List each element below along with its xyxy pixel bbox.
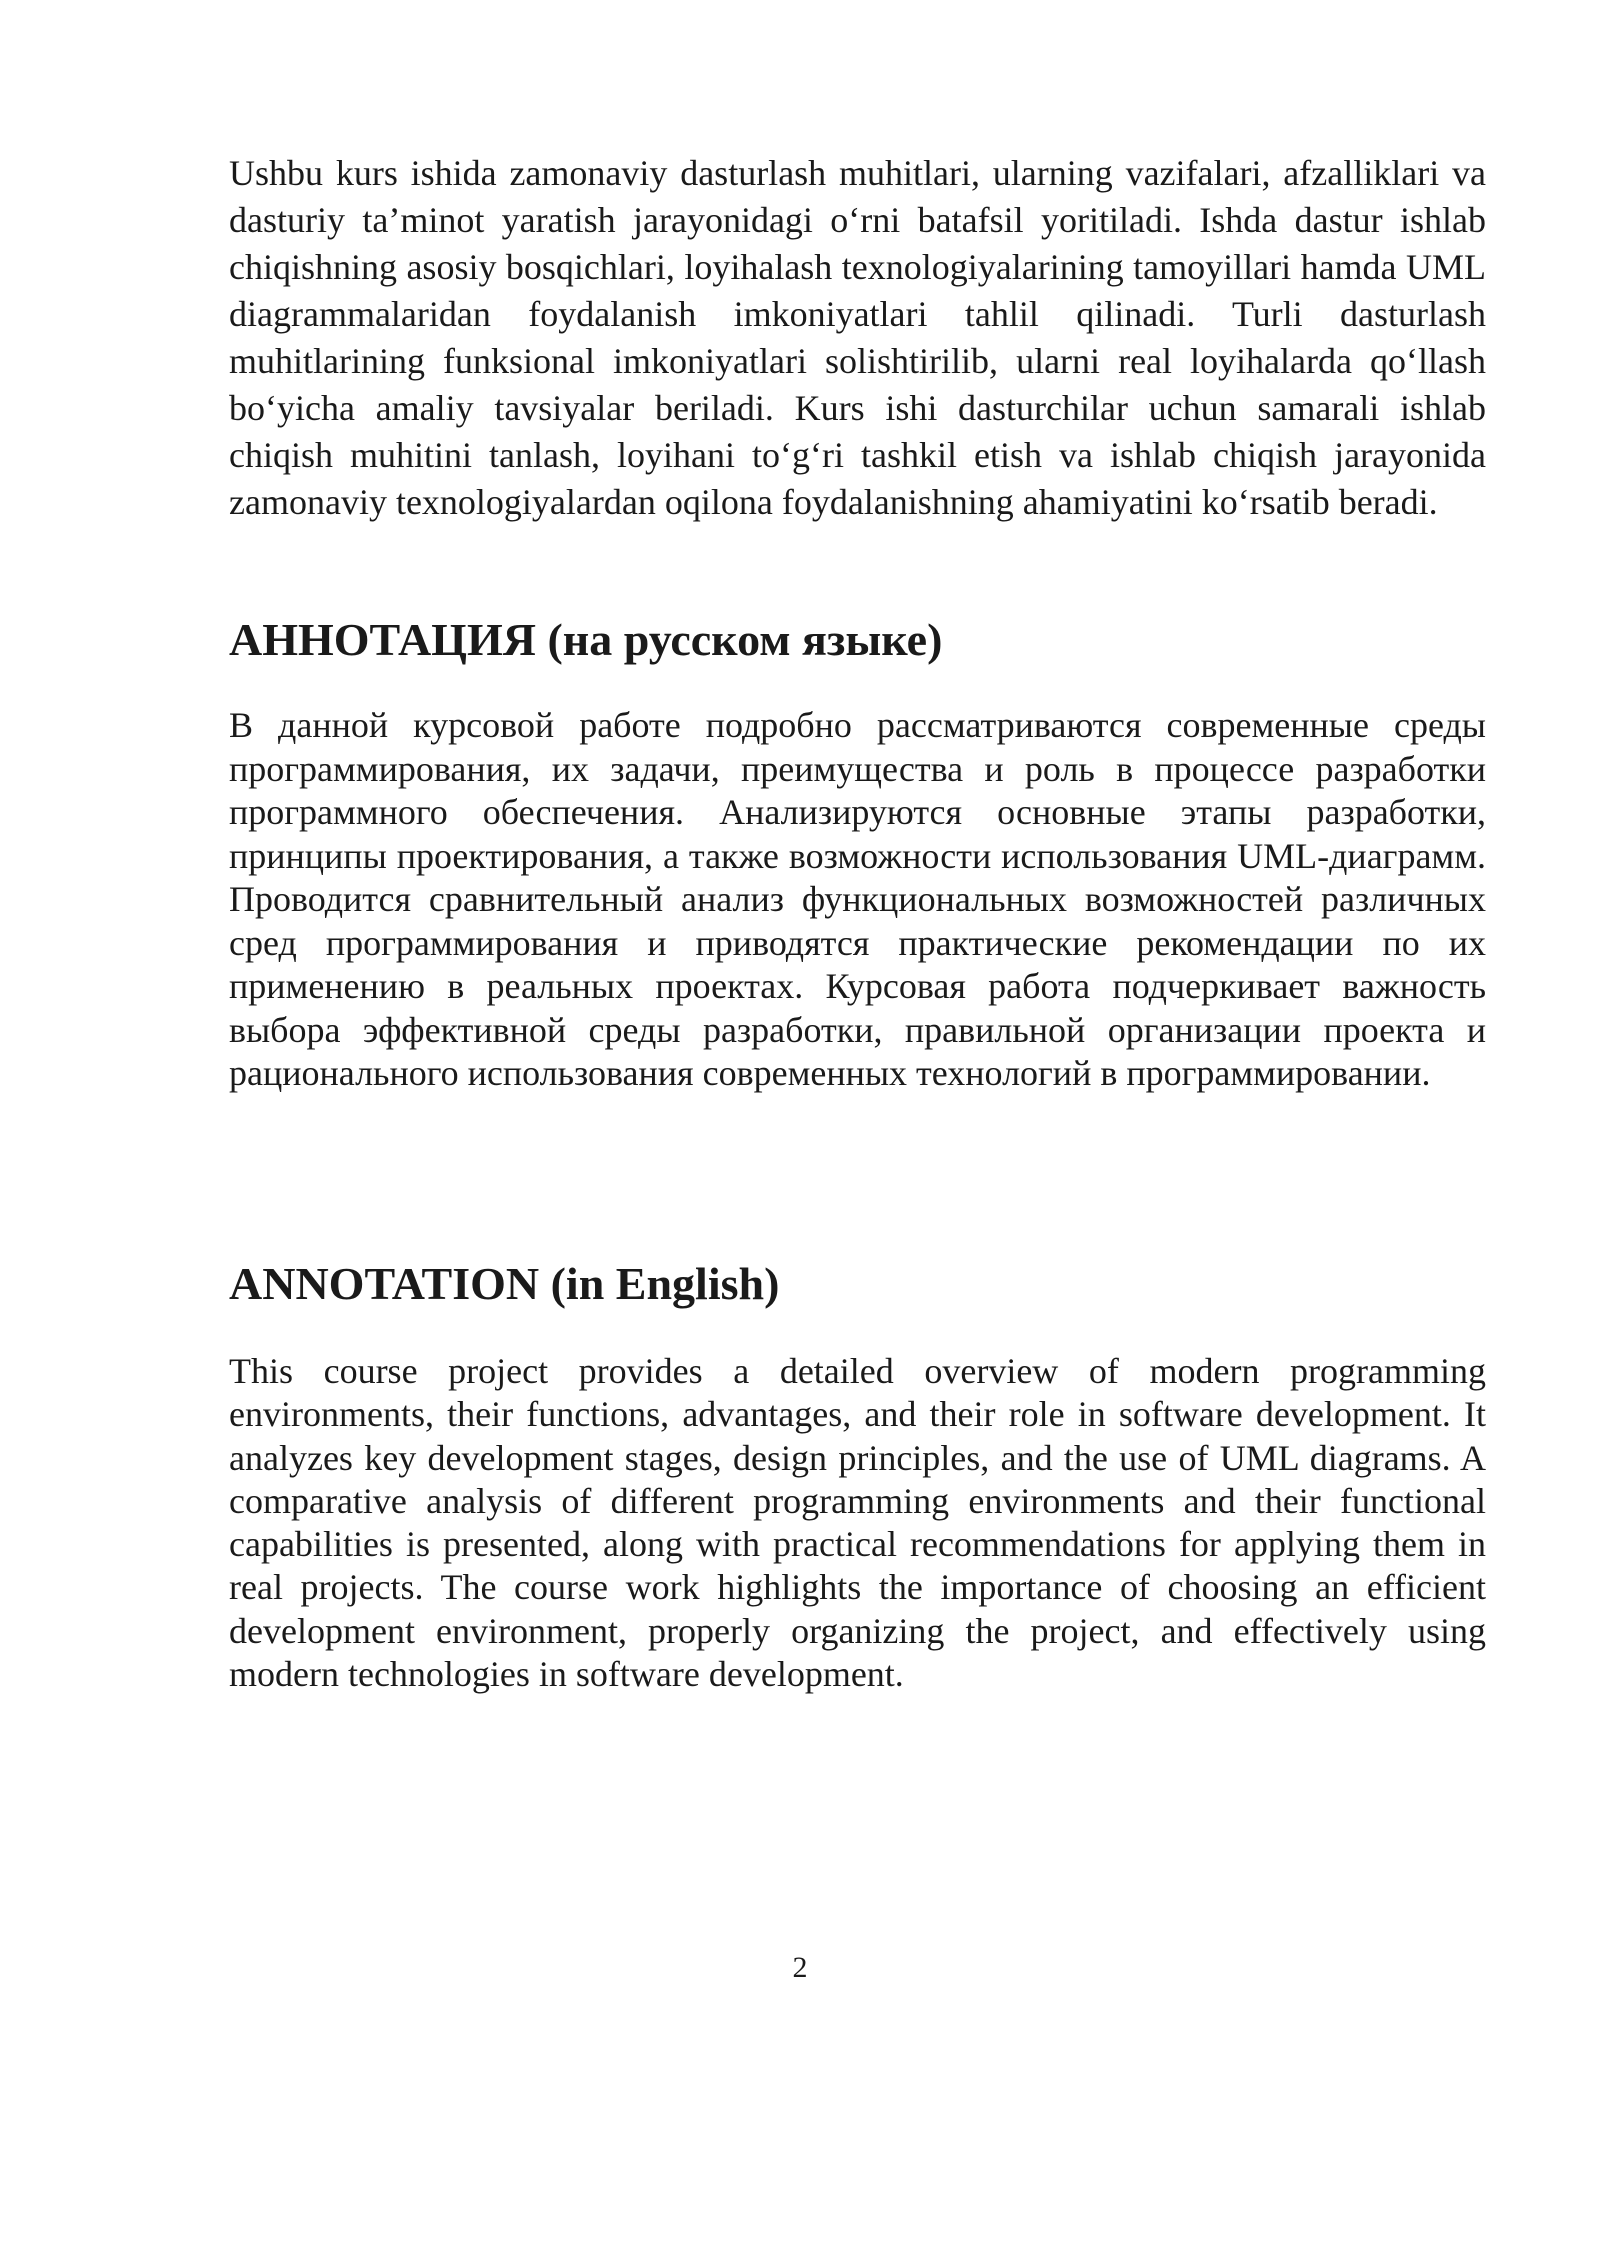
page-number: 2	[792, 1951, 808, 1984]
english-annotation-heading: ANNOTATION (in English)	[229, 1258, 780, 1309]
english-annotation-paragraph: This course project provides a detailed overview of modern programming environments, their functions, advantages, and their role in software development. It analyzes key development stages, design principles, and the use of UML diagrams. A comparative analysis of different programming environments and their functional capabilities is presented, along with practical recommendations for applying them in real projects. The course work highlights the importance of choosing an efficient development environment, properly organizing the project, and effectively using modern technologies in software development.	[229, 1351, 1486, 1695]
russian-annotation-paragraph: В данной курсовой работе подробно рассматриваются современные среды программирования, их задачи, преимущества и роль в процессе разработки программного обеспечения. Анализируются основные этапы разработки, принципы проектирования, а также возможности использования UML-диаграмм. Проводится сравнительный анализ функциональных возможностей различных сред программирования и приводятся практические рекомендации по их применению в реальных проектах. Курсовая работа подчеркивает важность выбора эффективной среды разработки, правильной организации проекта и рационального использования современных технологий в программировании.	[229, 705, 1486, 1093]
russian-annotation-heading: АННОТАЦИЯ (на русском языке)	[229, 614, 943, 665]
uzbek-annotation-paragraph: Ushbu kurs ishida zamonaviy dasturlash muhitlari, ularning vazifalari, afzalliklari va dasturiy ta’minot yaratish jarayonidagi o‘rni batafsil yoritiladi. Ishda dastur ishlab chiqishning asosiy bosqichlari, loyihalash texnologiyalarining tamoyillari hamda UML diagrammalaridan foydalanish imkoniyatlari tahlil qilinadi. Turli dasturlash muhitlarining funksional imkoniyatlari solishtirilib, ularni real loyihalarda qo‘llash bo‘yicha amaliy tavsiyalar beriladi. Kurs ishi dasturchilar uchun samarali ishlab chiqish muhitini tanlash, loyihani to‘g‘ri tashkil etish va ishlab chiqish jarayonida zamonaviy texnologiyalardan oqilona foydalanishning ahamiyatini ko‘rsatib beradi.	[229, 153, 1486, 522]
